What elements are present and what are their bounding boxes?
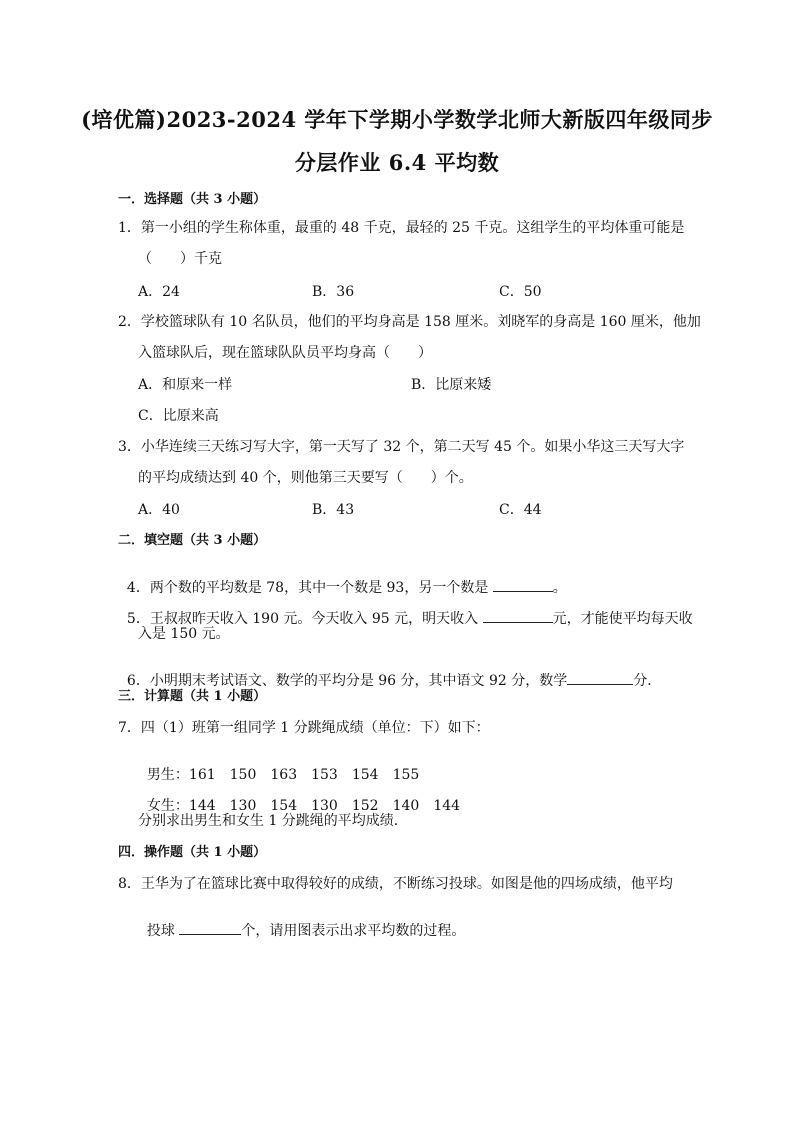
question-1-option-b: B．36: [312, 284, 355, 300]
answer-blank-8[interactable]: [179, 920, 241, 935]
question-2-option-a: A．和原来一样: [138, 377, 233, 393]
question-8-text-cont: [138, 904, 465, 940]
question-5-text-pre: 5．王叔叔昨天收入 190 元。今天收入 95 元，明天收入: [126, 611, 483, 627]
score: 152: [351, 798, 379, 814]
question-3-text-cont: 的平均成绩达到 40 个，则他第三天要写（ ）个。: [138, 470, 473, 486]
question-1-text-cont: （ ）千克: [138, 251, 222, 267]
question-4-text-post: 。: [552, 580, 567, 596]
question-2-option-c: C．比原来高: [138, 408, 219, 424]
question-1-option-a: A．24: [138, 284, 180, 300]
section-heading-calc: 三．计算题（共 1 小题）: [118, 689, 267, 704]
section-heading-choice: 一．选择题（共 3 小题）: [118, 192, 267, 207]
score: 140: [392, 798, 420, 814]
girls-label: 女生：: [146, 798, 189, 814]
question-2-option-b: B．比原来矮: [411, 377, 492, 393]
question-8-text-post: 个，请用图表示出求平均数的过程。: [241, 923, 466, 939]
score: 154: [351, 767, 379, 783]
question-2-text: 2．学校篮球队有 10 名队员，他们的平均身高是 158 厘米。刘晓军的身高是 160 厘米，他加: [118, 314, 701, 330]
question-3-option-a: A．40: [138, 502, 180, 518]
question-7-instruction: 分别求出男生和女生 1 分跳绳的平均成绩．: [138, 813, 408, 829]
score: 154: [270, 798, 298, 814]
answer-blank-6[interactable]: [567, 670, 633, 685]
answer-blank-5[interactable]: [483, 608, 553, 623]
question-8-text: 8．王华为了在篮球比赛中取得较好的成绩，不断练习投球。如图是他的四场成绩，他平均: [118, 876, 673, 892]
question-6-text-pre: 6．小明期末考试语文、数学的平均分是 96 分，其中语文 92 分，数学: [126, 673, 568, 689]
question-8-text-pre: 投球: [146, 923, 180, 939]
page-title-line1: (培优篇)2023-2024 学年下学期小学数学北师大新版四年级同步: [81, 107, 713, 132]
score: 155: [392, 767, 420, 783]
score: 161: [188, 767, 216, 783]
score: 163: [270, 767, 298, 783]
question-4-text-pre: 4．两个数的平均数是 78，其中一个数是 93，另一个数是: [126, 580, 493, 596]
question-1-text: 1．第一小组的学生称体重，最重的 48 千克，最轻的 25 千克。这组学生的平均体重可能是: [118, 220, 685, 236]
score: 150: [229, 767, 257, 783]
score: 130: [229, 798, 257, 814]
boys-label: 男生：: [146, 767, 189, 783]
question-3-text: 3．小华连续三天练习写大字，第一天写了 32 个，第二天写 45 个。如果小华这三天写大字: [118, 439, 685, 455]
question-1-option-c: C．50: [499, 284, 542, 300]
question-7-text: 7．四（1）班第一组同学 1 分跳绳成绩（单位：下）如下：: [118, 720, 490, 736]
score: 130: [311, 798, 338, 814]
score: 144: [188, 798, 216, 814]
question-6-text-post: 分．: [633, 673, 662, 689]
question-2-text-cont: 入篮球队后，现在篮球队队员平均身高（ ）: [138, 345, 432, 361]
page-title-line2: 分层作业 6.4 平均数: [294, 150, 500, 175]
section-heading-fill: 二．填空题（共 3 小题）: [118, 533, 267, 548]
section-heading-operation: 四．操作题（共 1 小题）: [118, 845, 267, 860]
score: 144: [433, 798, 461, 814]
answer-blank-4[interactable]: [493, 577, 553, 592]
question-3-option-c: C．44: [499, 502, 542, 518]
question-5-text-cont: 入是 150 元。: [138, 626, 230, 642]
question-5-text-post: 元，才能使平均每天收: [552, 611, 693, 627]
score: 153: [311, 767, 338, 783]
question-3-option-b: B．43: [312, 502, 355, 518]
